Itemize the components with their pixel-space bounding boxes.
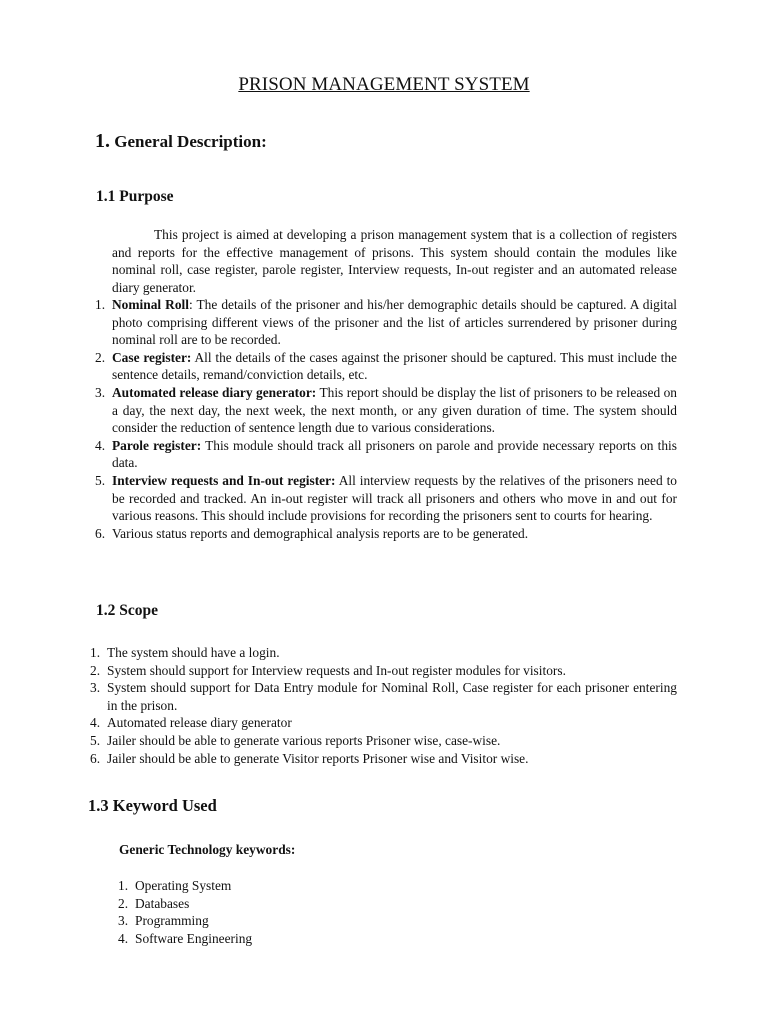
list-item [95,437,677,472]
list-text: System should support for Data Entry module for Nominal Roll, Case register for each prisoner entering in the prison. [107,680,677,713]
list-text: Various status reports and demographical analysis reports are to be generated. [112,525,529,541]
section-heading-general-description [95,130,267,152]
list-item [90,679,677,714]
purpose-intro-paragraph: This project is aimed at developing a prison management system that is a collection of registers and reports for the effective management of prisons. This system should contain the modules like nominal roll, case register, parole register, Interview requests, In-out register and an automated release diary generator. [112,227,677,295]
list-item [95,525,677,543]
list-item [90,750,677,768]
list-item [90,732,677,750]
list-marker: 3. [90,680,101,696]
list-marker: 1. [90,645,101,660]
list-text: All the details of the cases against the prisoner should be captured. This must include the sentence details, remand/conviction details, etc. [112,349,677,383]
list-text: This report should be display the list of prisoners to be released on a day, the next day, the next week, the next month, or any given duration of time. The system should consider the reduction of sentence length due to various considerations. [112,384,678,436]
list-term: Nominal Roll [112,297,189,312]
list-marker: 1. [95,297,106,312]
list-marker: 2. [95,349,106,365]
list-marker: 5. [90,732,101,748]
list-text: Jailer should be able to generate various reports Prisoner wise, case-wise. [107,732,501,748]
list-item [90,662,677,680]
keywords-heading: 1.3 Keyword Used [88,796,217,815]
scope-list [90,644,677,767]
list-item [95,384,677,437]
list-item [118,895,418,913]
list-marker: 4. [95,437,106,453]
keywords-list [118,877,418,947]
list-marker: 4. [118,930,129,946]
section-label: General Description: [114,132,267,151]
list-marker: 2. [118,895,129,911]
list-text: Automated release diary generator [107,715,292,731]
list-text: Operating System [135,878,232,893]
list-item [118,930,418,948]
list-text: : The details of the prisoner and his/her demographic details should be captured. A digital photo comprising different views of the prisoner and the list of articles surrendered by prisoner during nominal roll are to be recorded. [112,297,677,348]
list-marker: 3. [95,384,106,400]
list-item [90,714,677,732]
list-item [95,296,677,349]
list-text: This module should track all prisoners on parole and provide necessary reports on this data. [112,437,677,471]
list-marker: 6. [90,750,101,766]
list-marker: 5. [95,472,106,488]
list-item [118,912,418,930]
list-item [118,877,418,895]
list-item [95,349,677,384]
list-text: Programming [135,913,209,929]
purpose-heading: 1.1 Purpose [96,188,174,205]
list-term: Interview requests and In-out register: [112,472,336,488]
list-text: Software Engineering [135,930,253,946]
list-item [90,644,677,662]
list-term: Automated release diary generator: [112,384,317,400]
list-term: Parole register: [112,437,202,453]
list-marker: 6. [95,525,106,541]
list-marker: 4. [90,715,101,731]
list-text: Databases [135,895,190,911]
list-text: The system should have a login. [107,645,280,660]
list-marker: 3. [118,913,129,929]
list-text: All interview requests by the relatives of the prisoners need to be recorded and tracked. An in-out register will track all prisoners and others who move in and out for various reasons. This should include provisions for recording the prisoners sent to courts for hearing. [112,472,677,524]
list-text: Jailer should be able to generate Visitor reports Prisoner wise and Visitor wise. [107,750,529,766]
purpose-list [95,296,677,542]
list-marker: 2. [90,662,101,678]
list-term: Case register: [112,349,192,365]
list-item [95,472,677,525]
document-title: PRISON MANAGEMENT SYSTEM [238,74,530,95]
keywords-subheading: Generic Technology keywords: [119,842,296,857]
section-number: 1. [95,130,110,152]
scope-heading: 1.2 Scope [96,602,158,619]
list-text: System should support for Interview requests and In-out register modules for visitors. [107,662,566,678]
list-marker: 1. [118,878,129,893]
